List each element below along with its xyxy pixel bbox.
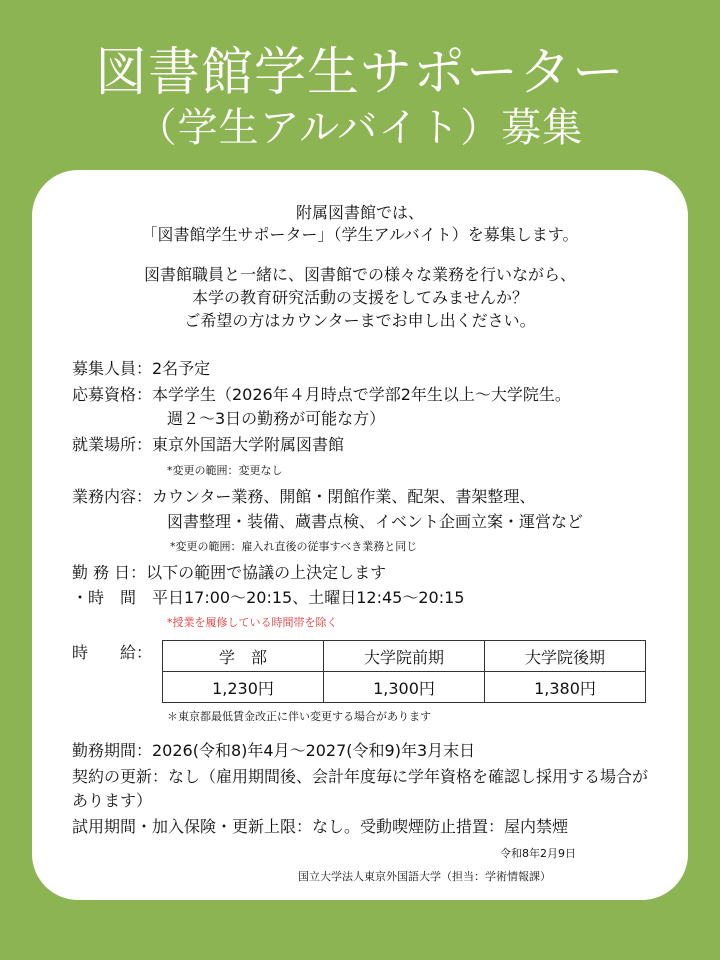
other-conditions: 試用期間・加入保険・更新上限：なし。受動喫煙防止措置：屋内禁煙 xyxy=(72,817,569,836)
qualification-cont: 週２～3日の勤務が可能な方） xyxy=(167,409,386,428)
work-place: 就業場所：東京外国語大学附属図書館 xyxy=(72,435,345,454)
intro-line: 本学の教育研究活動の支援をしてみませんか？ xyxy=(191,288,528,307)
table-row xyxy=(163,641,646,672)
intro-line: 附属図書館では、 xyxy=(295,203,424,222)
work-hours: ・時 間 平日17:00～20:15、土曜日12:45～20:15 xyxy=(72,588,465,607)
recruit-count: 募集人員：2名予定 xyxy=(72,359,211,378)
issue-date: 令和8年2月9日 xyxy=(500,847,576,860)
intro-line: ご希望の方はカウンターまでお申し出ください。 xyxy=(184,311,536,330)
wage-header: 大学院後期 xyxy=(485,641,646,672)
work-note: *変更の範囲：雇入れ直後の従事すべき業務と同じ xyxy=(170,540,418,553)
wage-header: 学 部 xyxy=(163,641,324,672)
wage-value: 1,230円 xyxy=(163,672,324,703)
wage-label: 時 給： xyxy=(72,643,153,662)
organization: 国立大学法人東京外国語大学（担当：学術情報課） xyxy=(298,870,551,883)
contract-renewal: 契約の更新：なし（雇用期間後、会計年度毎に学年資格を確認し採用する場合が xyxy=(72,767,649,786)
wage-table xyxy=(162,640,646,703)
hours-note: *授業を履修している時間帯を除く xyxy=(167,616,338,629)
page-title: 図書館学生サポーター xyxy=(94,43,625,103)
wage-value: 1,380円 xyxy=(485,672,646,703)
intro-line: 「図書館学生サポーター」（学生アルバイト）を募集します。 xyxy=(141,225,579,244)
notice-card xyxy=(32,170,688,900)
wage-note: ＊東京都最低賃金改正に伴い変更する場合があります xyxy=(167,710,431,723)
work-period: 勤務期間：2026(令和8)年4月～2027(令和9)年3月末日 xyxy=(72,741,476,760)
work-days: 勤 務 日：以下の範囲で協議の上決定します xyxy=(72,563,387,582)
intro-line: 図書館職員と一緒に、図書館での様々な業務を行いながら、 xyxy=(143,265,576,284)
page-subtitle: （学生アルバイト）募集 xyxy=(136,105,584,151)
work-content: 業務内容：カウンター業務、開館・閉館作業、配架、書架整理、 xyxy=(72,487,536,506)
wage-value: 1,300円 xyxy=(324,672,485,703)
table-row xyxy=(163,672,646,703)
work-content-cont: 図書整理・装備、蔵書点検、イベント企画立案・運営など xyxy=(167,512,584,531)
place-note: *変更の範囲：変更なし xyxy=(167,464,283,477)
wage-header: 大学院前期 xyxy=(324,641,485,672)
qualification: 応募資格：本学学生（2026年４月時点で学部2年生以上～大学院生。 xyxy=(72,385,571,404)
contract-renewal-cont: あります） xyxy=(72,791,153,810)
